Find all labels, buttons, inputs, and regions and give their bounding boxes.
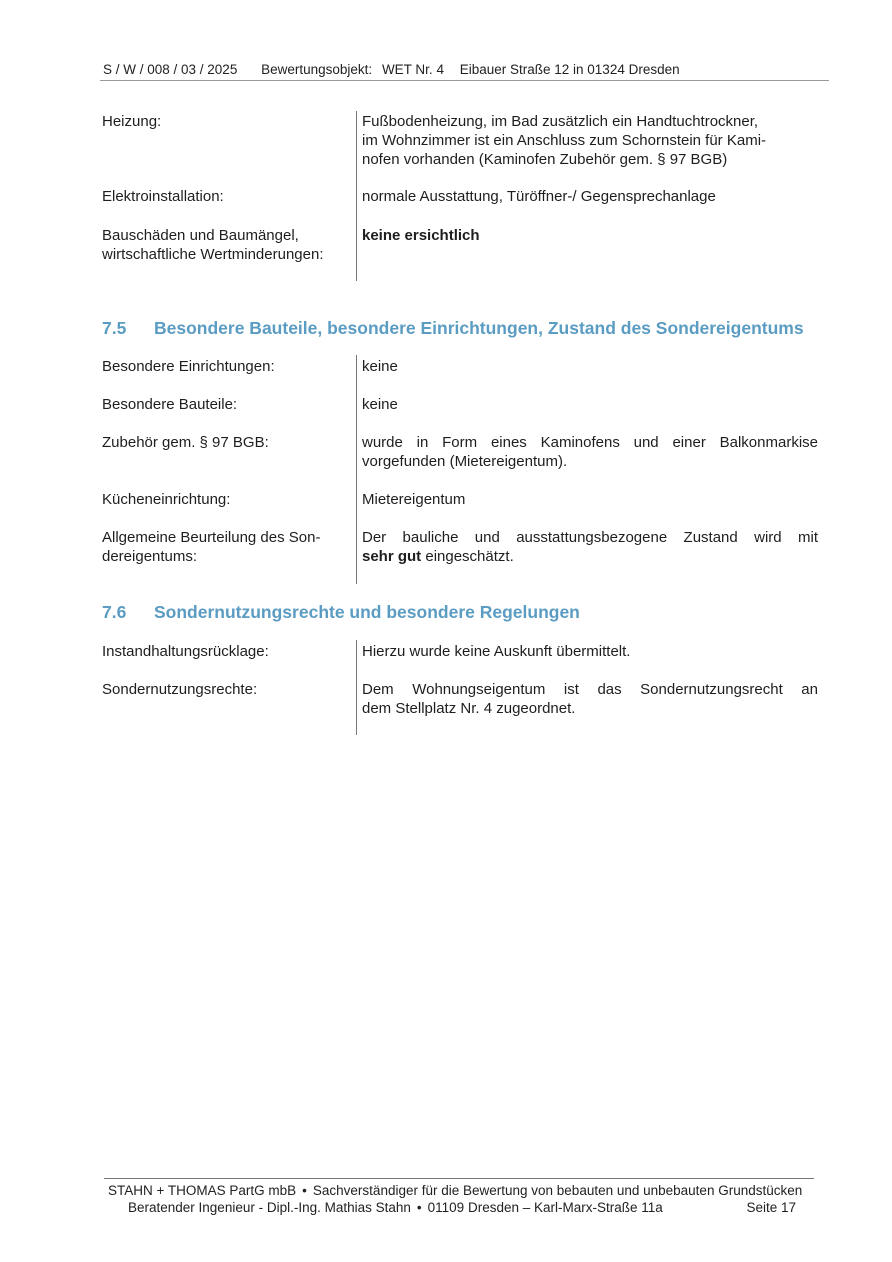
label-line: Bauschäden und Baumängel, bbox=[102, 227, 299, 244]
section-title: Besondere Bauteile, besondere Einrichtungen, Zustand des Sondereigentums bbox=[154, 318, 804, 338]
section-title: Sondernutzungsrechte und besondere Regelungen bbox=[154, 602, 580, 622]
electrical-row bbox=[102, 187, 818, 206]
row-value bbox=[356, 226, 818, 264]
value-line bbox=[362, 547, 818, 566]
row-label: Instandhaltungsrücklage: bbox=[102, 643, 269, 660]
footer-line-2 bbox=[128, 1200, 796, 1215]
value-line: Dem Wohnungseigentum ist das Sondernutzungsrecht an bbox=[362, 681, 818, 698]
section-heading-7-6 bbox=[102, 602, 580, 623]
bullet-icon: • bbox=[302, 1183, 307, 1198]
row-value: normale Ausstattung, Türöffner-/ Gegensprechanlage bbox=[362, 188, 716, 205]
value-line: Fußbodenheizung, im Bad zusätzlich ein Handtuchtrockner, bbox=[362, 113, 759, 130]
assessment-row bbox=[102, 528, 818, 566]
value-line: Der bauliche und ausstattungsbezogene Zustand wird mit bbox=[362, 529, 818, 546]
accessories-row bbox=[102, 433, 818, 471]
label-line: dereigentums: bbox=[102, 548, 198, 565]
row-label: Heizung: bbox=[102, 113, 162, 130]
heating-row bbox=[102, 112, 818, 169]
value-line: wurde in Form eines Kaminofens und einer Balkonmarkise bbox=[362, 434, 818, 451]
value-line: dem Stellplatz Nr. 4 zugeordnet. bbox=[362, 700, 576, 717]
section-number: 7.5 bbox=[102, 318, 127, 338]
special-components-row bbox=[102, 395, 818, 414]
object-address: Eibauer Straße 12 in 01324 Dresden bbox=[459, 62, 680, 77]
value-line: nofen vorhanden (Kaminofen Zubehör gem. § 97 BGB) bbox=[362, 151, 728, 168]
row-value: Hierzu wurde keine Auskunft übermittelt. bbox=[362, 643, 631, 660]
value-bold: keine ersichtlich bbox=[362, 227, 480, 244]
kitchen-row bbox=[102, 490, 818, 509]
row-value bbox=[356, 433, 818, 471]
object-label: Bewertungsobjekt: bbox=[261, 62, 373, 77]
footer-address: 01109 Dresden – Karl-Marx-Straße 11a bbox=[427, 1200, 663, 1215]
value-bold: sehr gut bbox=[362, 548, 422, 565]
footer-engineer: Beratender Ingenieur - Dipl.-Ing. Mathias Stahn bbox=[128, 1200, 411, 1215]
document-reference: S / W / 008 / 03 / 2025 bbox=[103, 62, 238, 77]
row-label bbox=[102, 226, 356, 264]
row-value bbox=[356, 680, 818, 718]
page-header bbox=[103, 62, 829, 77]
label-line: wirtschaftliche Wertminderungen: bbox=[102, 246, 324, 263]
row-value: keine bbox=[362, 358, 398, 375]
row-value bbox=[356, 112, 818, 169]
row-label: Besondere Einrichtungen: bbox=[102, 358, 275, 375]
special-facilities-row bbox=[102, 357, 818, 376]
page-number: Seite 17 bbox=[746, 1200, 796, 1215]
section-number: 7.6 bbox=[102, 602, 127, 622]
damages-row bbox=[102, 226, 818, 264]
label-line: Allgemeine Beurteilung des Son- bbox=[102, 529, 321, 546]
value-line: im Wohnzimmer ist ein Anschluss zum Schornstein für Kami- bbox=[362, 132, 767, 149]
footer-divider bbox=[104, 1178, 814, 1179]
row-label: Zubehör gem. § 97 BGB: bbox=[102, 434, 269, 451]
row-value bbox=[356, 528, 818, 566]
section-heading-7-5 bbox=[102, 318, 804, 339]
row-label: Kücheneinrichtung: bbox=[102, 491, 231, 508]
row-label: Elektroinstallation: bbox=[102, 188, 224, 205]
value-rest: eingeschätzt. bbox=[421, 548, 514, 565]
value-line: vorgefunden (Mietereigentum). bbox=[362, 453, 568, 470]
object-unit: WET Nr. 4 bbox=[381, 62, 444, 77]
row-value: Mietereigentum bbox=[362, 491, 466, 508]
footer-line-1 bbox=[108, 1183, 818, 1198]
row-label bbox=[102, 528, 356, 566]
row-label: Sondernutzungsrechte: bbox=[102, 681, 258, 698]
footer-tagline: Sachverständiger für die Bewertung von bebauten und unbebauten Grundstücken bbox=[312, 1183, 803, 1198]
row-label: Besondere Bauteile: bbox=[102, 396, 238, 413]
header-divider bbox=[100, 80, 829, 81]
row-value: keine bbox=[362, 396, 398, 413]
footer-company: STAHN + THOMAS PartG mbB bbox=[108, 1183, 297, 1198]
bullet-icon: • bbox=[416, 1200, 422, 1215]
usage-rights-row bbox=[102, 680, 818, 718]
maintenance-reserve-row bbox=[102, 642, 818, 661]
footer-engineer-address bbox=[128, 1200, 663, 1215]
